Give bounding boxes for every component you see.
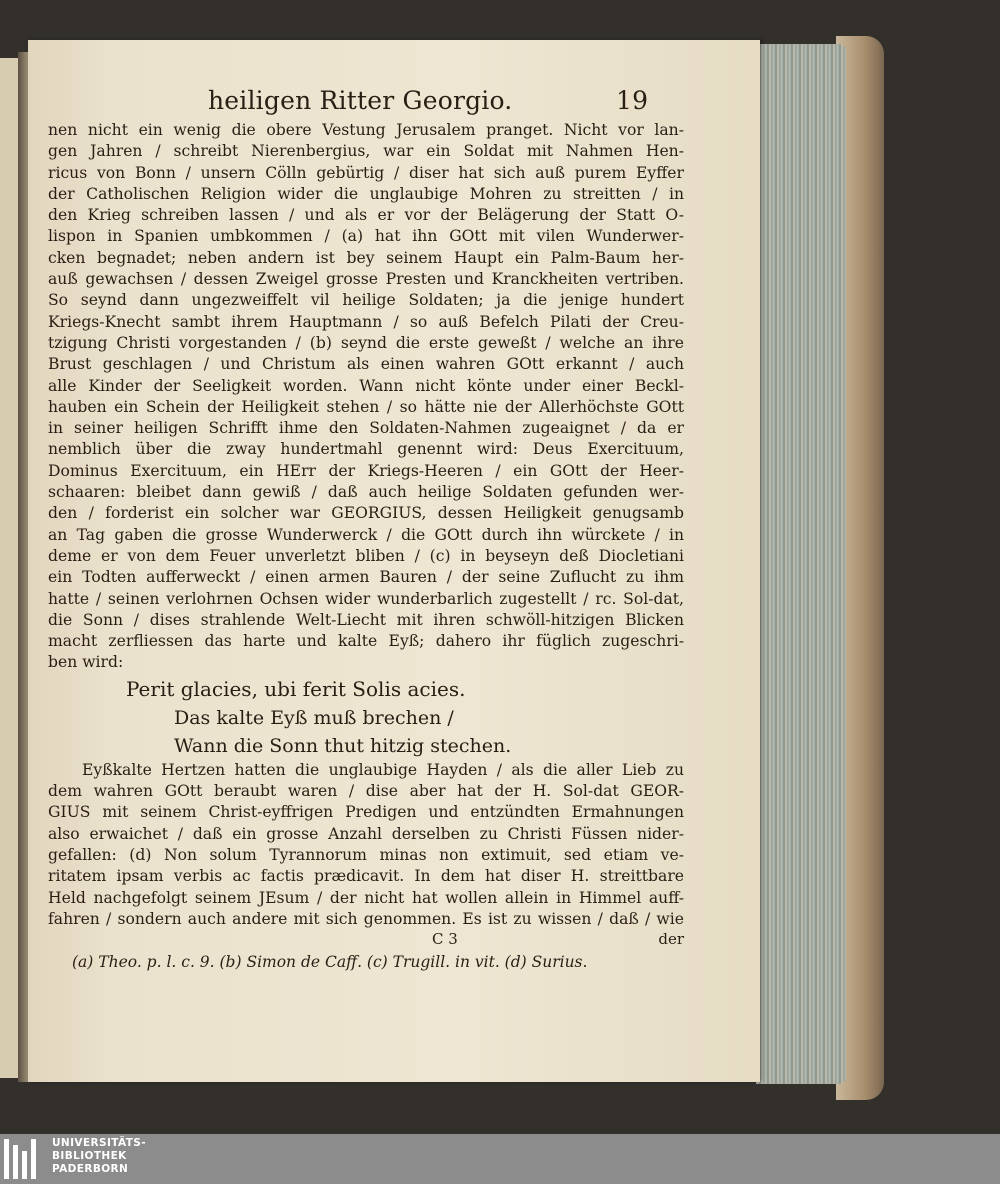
text-line: deme er von dem Feuer unverletzt bliben / (c) in beyseyn deß Diocletiani xyxy=(48,546,684,565)
footnotes: (a) Theo. p. l. c. 9. (b) Simon de Caff. (c) Trugill. in vit. (d) Surius. xyxy=(72,953,588,972)
library-name-line: PADERBORN xyxy=(52,1163,129,1175)
text-line: lispon in Spanien umbkommen / (a) hat ihn GOtt mit vilen Wunderwer- xyxy=(48,227,684,246)
text-line: macht zerfliessen das harte und kalte Eyß; dahero ihr füglich zugeschri- xyxy=(48,632,684,651)
page-edges xyxy=(756,44,846,1084)
text-line: ritatem ipsam verbis ac factis prædicavit. In dem hat diser H. streittbare xyxy=(48,867,684,886)
text-line: an Tag gaben die grosse Wunderwerck / die GOtt durch ihn würckete / in xyxy=(48,525,684,544)
text-line: Brust geschlagen / und Christum als einen wahren GOtt erkannt / auch xyxy=(48,355,684,374)
text-line: So seynd dann ungezweiffelt vil heilige Soldaten; ja die jenige hundert xyxy=(48,291,684,310)
text-line: alle Kinder der Seeligkeit worden. Wann nicht könte under einer Beckl- xyxy=(48,376,684,395)
library-name xyxy=(52,1137,146,1176)
text-line: hatte / seinen verlohrnen Ochsen wider wunderbarlich zugestellt / rc. Sol-dat, xyxy=(48,589,684,608)
library-name-line: BIBLIOTHEK xyxy=(52,1150,127,1162)
text-line: gen Jahren / schreibt Nierenbergius, war ein Soldat mit Nahmen Hen- xyxy=(48,142,684,161)
library-logo-icon xyxy=(4,1139,44,1179)
header-title: heiligen Ritter Georgio. xyxy=(208,86,513,115)
body-paragraph-2 xyxy=(48,760,684,930)
text-line: nen nicht ein wenig die obere Vestung Jerusalem pranget. Nicht vor lan- xyxy=(48,121,684,139)
text-line: Eyßkalte Hertzen hatten die unglaubige Hayden / als die aller Lieb zu xyxy=(82,760,684,779)
text-line: in seiner heiligen Schrifft ihme den Soldaten-Nahmen zugeaignet / da er xyxy=(48,419,684,438)
text-line: ricus von Bonn / unsern Cölln gebürtig / diser hat sich auß purem Eyffer xyxy=(48,163,684,182)
library-name-line: UNIVERSITÄTS- xyxy=(52,1137,147,1149)
text-line: cken begnadet; neben andern ist bey seinem Haupt ein Palm-Baum her- xyxy=(48,248,684,267)
text-line: auß gewachsen / dessen Zweigel grosse Presten und Kranckheiten vertriben. xyxy=(48,270,684,289)
text-line: ben wird: xyxy=(48,653,124,672)
text-line: der Catholischen Religion wider die unglaubige Mohren zu streitten / in xyxy=(48,184,684,203)
page-number: 19 xyxy=(616,86,649,115)
running-header xyxy=(48,86,684,120)
library-footer-bar xyxy=(0,1134,1000,1184)
text-line: fahren / sondern auch andere mit sich genommen. Es ist zu wissen / daß / wie xyxy=(48,909,684,928)
latin-verse: Perit glacies, ubi ferit Solis acies. xyxy=(126,676,466,701)
text-line: den / forderist ein solcher war GEORGIUS, dessen Heiligkeit genugsamb xyxy=(48,504,684,523)
german-verse-line-2: Wann die Sonn thut hitzig stechen. xyxy=(174,734,512,757)
text-line: Kriegs-Knecht sambt ihrem Hauptmann / so auß Befelch Pilati der Creu- xyxy=(48,312,684,331)
body-paragraph-1 xyxy=(48,120,684,674)
text-line: tzigung Christi vorgestanden / (b) seynd die erste geweßt / welche an ihre xyxy=(48,333,684,352)
text-line: GIUS mit seinem Christ-eyffrigen Predigen und entzündten Ermahnungen xyxy=(48,803,684,822)
signature-mark: C 3 xyxy=(432,930,458,949)
text-line: Held nachgefolgt seinem JEsum / der nicht hat wollen allein in Himmel auff- xyxy=(48,888,684,907)
text-line: hauben ein Schein der Heiligkeit stehen / so hätte nie der Allerhöchste GOtt xyxy=(48,397,684,416)
german-verse-line-1: Das kalte Eyß muß brechen / xyxy=(174,706,454,729)
text-line: ein Todten aufferweckt / einen armen Bauren / der seine Zuflucht zu ihm xyxy=(48,568,684,587)
text-line: dem wahren GOtt beraubt waren / dise aber hat der H. Sol-dat GEOR- xyxy=(48,782,684,801)
catchword: der xyxy=(658,930,684,949)
text-line: nemblich über die zway hundertmahl genennt wird: Deus Exercituum, xyxy=(48,440,684,459)
text-line: gefallen: (d) Non solum Tyrannorum minas non extimuit, sed etiam ve- xyxy=(48,845,684,864)
text-line: also erwaichet / daß ein grosse Anzahl derselben zu Christi Füssen nider- xyxy=(48,824,684,843)
text-line: die Sonn / dises strahlende Welt-Liecht mit ihren schwöll-hitzigen Blicken xyxy=(48,610,684,629)
page-text xyxy=(48,86,684,974)
text-line: den Krieg schreiben lassen / und als er vor der Belägerung der Statt O- xyxy=(48,206,684,225)
signature-line xyxy=(48,930,684,950)
text-line: Dominus Exercituum, ein HErr der Kriegs-Heeren / ein GOtt der Heer- xyxy=(48,461,684,480)
text-line: schaaren: bleibet dann gewiß / daß auch heilige Soldaten gefunden wer- xyxy=(48,483,684,502)
